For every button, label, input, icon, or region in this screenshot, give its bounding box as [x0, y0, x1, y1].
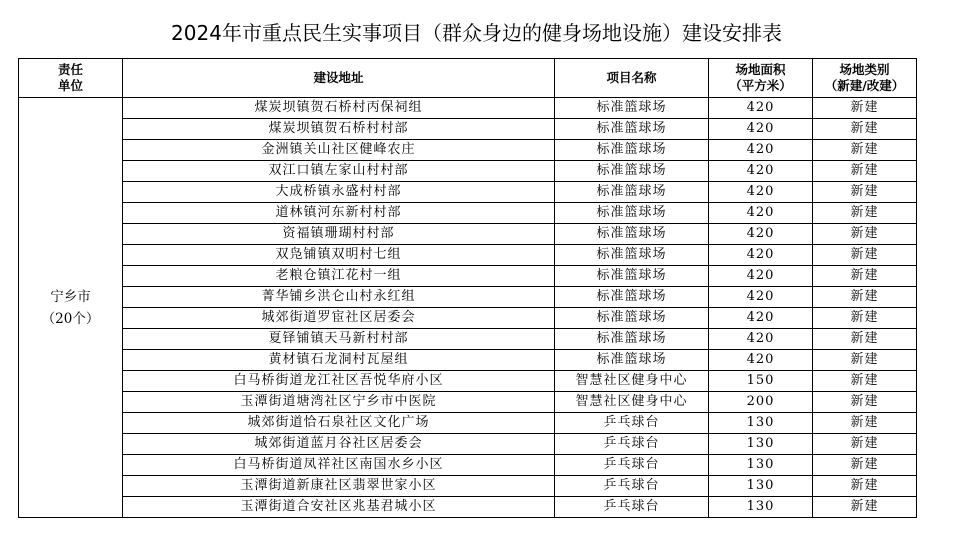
project-name-cell: 标准篮球场 [555, 245, 709, 266]
area-cell: 420 [709, 308, 813, 329]
area-cell: 420 [709, 140, 813, 161]
table-row [19, 497, 917, 518]
area-cell: 420 [709, 245, 813, 266]
area-cell: 420 [709, 224, 813, 245]
area-cell: 420 [709, 350, 813, 371]
site-type-cell: 新建 [813, 350, 917, 371]
address-cell: 城郊街道蓝月谷社区居委会 [123, 434, 555, 455]
table-row [19, 161, 917, 182]
address-cell: 双江口镇左家山村村部 [123, 161, 555, 182]
address-cell: 玉潭街道新康社区翡翠世家小区 [123, 476, 555, 497]
address-cell: 双凫铺镇双明村七组 [123, 245, 555, 266]
address-cell: 道林镇河东新村村部 [123, 203, 555, 224]
header-unit-line2: 单位 [57, 78, 83, 93]
table-row [19, 455, 917, 476]
address-cell: 大成桥镇永盛村村部 [123, 182, 555, 203]
area-cell: 420 [709, 161, 813, 182]
site-type-cell: 新建 [813, 287, 917, 308]
area-cell: 130 [709, 434, 813, 455]
site-type-cell: 新建 [813, 98, 917, 119]
project-name-cell: 标准篮球场 [555, 98, 709, 119]
header-unit [19, 59, 123, 98]
project-name-cell: 标准篮球场 [555, 329, 709, 350]
address-cell: 白马桥街道凤祥社区南国水乡小区 [123, 455, 555, 476]
address-cell: 老粮仓镇江花村一组 [123, 266, 555, 287]
site-type-cell: 新建 [813, 476, 917, 497]
project-name-cell: 乒乓球台 [555, 497, 709, 518]
area-cell: 200 [709, 392, 813, 413]
table-header-row [19, 59, 917, 98]
address-cell: 资福镇珊瑚村村部 [123, 224, 555, 245]
table-row [19, 476, 917, 497]
area-cell: 420 [709, 266, 813, 287]
project-name-cell: 乒乓球台 [555, 455, 709, 476]
responsible-unit-cell [19, 98, 123, 518]
area-cell: 420 [709, 203, 813, 224]
project-name-cell: 乒乓球台 [555, 413, 709, 434]
unit-count: （20个） [41, 310, 100, 327]
site-type-cell: 新建 [813, 308, 917, 329]
area-cell: 420 [709, 119, 813, 140]
address-cell: 煤炭坝镇贺石桥村村部 [123, 119, 555, 140]
header-project: 项目名称 [555, 59, 709, 98]
site-type-cell: 新建 [813, 455, 917, 476]
project-name-cell: 标准篮球场 [555, 266, 709, 287]
project-name-cell: 智慧社区健身中心 [555, 371, 709, 392]
site-type-cell: 新建 [813, 371, 917, 392]
site-type-cell: 新建 [813, 140, 917, 161]
table-row [19, 140, 917, 161]
area-cell: 130 [709, 413, 813, 434]
table-row [19, 413, 917, 434]
site-type-cell: 新建 [813, 245, 917, 266]
project-name-cell: 标准篮球场 [555, 119, 709, 140]
header-area-line1: 场地面积 [735, 62, 786, 77]
table-row [19, 266, 917, 287]
table-row [19, 245, 917, 266]
area-cell: 420 [709, 98, 813, 119]
project-name-cell: 标准篮球场 [555, 140, 709, 161]
area-cell: 420 [709, 329, 813, 350]
table-row [19, 182, 917, 203]
header-type-line2: （新建/改建） [824, 78, 905, 93]
project-name-cell: 乒乓球台 [555, 434, 709, 455]
project-name-cell: 乒乓球台 [555, 476, 709, 497]
unit-name: 宁乡市 [50, 288, 91, 305]
table-row [19, 329, 917, 350]
project-name-cell: 标准篮球场 [555, 182, 709, 203]
header-type-line1: 场地类别 [839, 62, 890, 77]
site-type-cell: 新建 [813, 329, 917, 350]
table-row [19, 287, 917, 308]
address-cell: 城郊街道恰石泉社区文化广场 [123, 413, 555, 434]
site-type-cell: 新建 [813, 497, 917, 518]
site-type-cell: 新建 [813, 182, 917, 203]
area-cell: 130 [709, 497, 813, 518]
table-row [19, 119, 917, 140]
project-name-cell: 标准篮球场 [555, 287, 709, 308]
header-type [813, 59, 917, 98]
site-type-cell: 新建 [813, 434, 917, 455]
address-cell: 菁华铺乡洪仑山村永红组 [123, 287, 555, 308]
table-row [19, 350, 917, 371]
address-cell: 金洲镇关山社区健峰农庄 [123, 140, 555, 161]
construction-schedule-table [18, 58, 917, 518]
area-cell: 420 [709, 287, 813, 308]
header-area-line2: （平方米） [729, 78, 792, 93]
address-cell: 白马桥街道龙江社区吾悦华府小区 [123, 371, 555, 392]
site-type-cell: 新建 [813, 119, 917, 140]
project-name-cell: 标准篮球场 [555, 350, 709, 371]
project-name-cell: 智慧社区健身中心 [555, 392, 709, 413]
project-name-cell: 标准篮球场 [555, 308, 709, 329]
site-type-cell: 新建 [813, 224, 917, 245]
project-name-cell: 标准篮球场 [555, 224, 709, 245]
header-area [709, 59, 813, 98]
project-name-cell: 标准篮球场 [555, 161, 709, 182]
site-type-cell: 新建 [813, 203, 917, 224]
address-cell: 玉潭街道合安社区兆基君城小区 [123, 497, 555, 518]
header-unit-line1: 责任 [57, 62, 83, 77]
address-cell: 城郊街道罗宦社区居委会 [123, 308, 555, 329]
site-type-cell: 新建 [813, 413, 917, 434]
table-row [19, 434, 917, 455]
area-cell: 130 [709, 476, 813, 497]
site-type-cell: 新建 [813, 392, 917, 413]
table-row [19, 203, 917, 224]
project-name-cell: 标准篮球场 [555, 203, 709, 224]
header-address: 建设地址 [123, 59, 555, 98]
area-cell: 150 [709, 371, 813, 392]
table-row [19, 98, 917, 119]
area-cell: 420 [709, 182, 813, 203]
site-type-cell: 新建 [813, 266, 917, 287]
address-cell: 黄材镇石龙洞村瓦屋组 [123, 350, 555, 371]
table-row [19, 392, 917, 413]
site-type-cell: 新建 [813, 161, 917, 182]
address-cell: 玉潭街道塘湾社区宁乡市中医院 [123, 392, 555, 413]
area-cell: 130 [709, 455, 813, 476]
page-title: 2024年市重点民生实事项目（群众身边的健身场地设施）建设安排表 [171, 21, 782, 45]
address-cell: 煤炭坝镇贺石桥村丙保祠组 [123, 98, 555, 119]
table-row [19, 371, 917, 392]
table-row [19, 308, 917, 329]
table-row [19, 224, 917, 245]
address-cell: 夏铎铺镇天马新村村部 [123, 329, 555, 350]
